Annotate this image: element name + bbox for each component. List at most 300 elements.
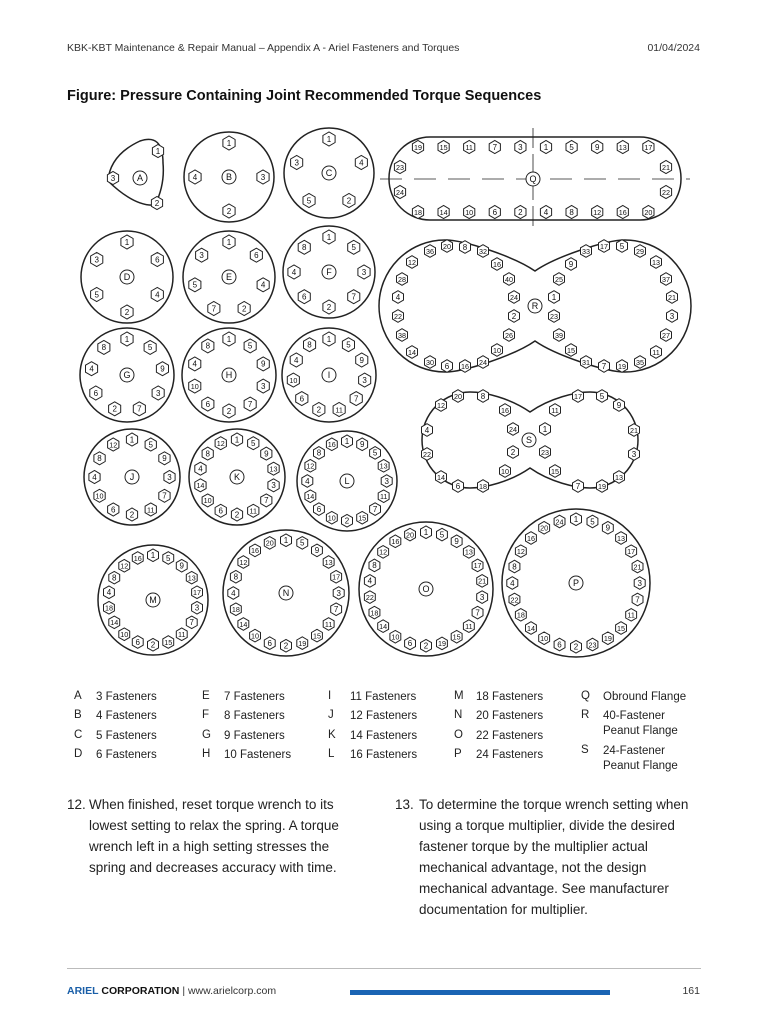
svg-text:11: 11	[465, 142, 473, 152]
svg-text:5: 5	[569, 142, 574, 152]
flange-letter: E	[225, 272, 233, 283]
legend-letter: F	[202, 709, 210, 721]
svg-text:13: 13	[269, 464, 278, 474]
svg-text:6: 6	[205, 399, 211, 409]
bolt-hex	[614, 399, 625, 412]
bolt-hex	[264, 637, 275, 650]
bolt-hex	[614, 471, 625, 484]
bolt-hex	[268, 462, 279, 475]
svg-text:11: 11	[551, 405, 559, 415]
flange-letter: S	[525, 435, 533, 446]
bolt-hex	[89, 471, 100, 484]
bolt-hex	[581, 245, 592, 258]
bolt-hex	[390, 535, 401, 548]
svg-text:24: 24	[479, 357, 487, 367]
legend-letter: L	[328, 748, 335, 760]
svg-text:21: 21	[668, 292, 676, 302]
legend-text: 8 Fasteners	[224, 710, 285, 722]
svg-text:8: 8	[569, 207, 574, 217]
legend-text: 20 Fasteners	[476, 710, 544, 722]
svg-text:1: 1	[326, 334, 332, 344]
bolt-hex	[121, 305, 133, 319]
bolt-hex	[599, 360, 610, 373]
svg-text:6: 6	[492, 207, 498, 217]
bolt-hex	[500, 404, 511, 417]
svg-text:2: 2	[518, 207, 523, 217]
svg-text:6: 6	[155, 255, 160, 265]
bolt-hex	[573, 480, 584, 493]
svg-text:4: 4	[543, 207, 549, 217]
svg-text:5: 5	[590, 517, 595, 527]
svg-text:5: 5	[251, 439, 256, 449]
svg-text:1: 1	[542, 424, 548, 434]
bolt-hex	[148, 549, 159, 562]
bolt-hex	[248, 437, 259, 450]
svg-text:6: 6	[135, 637, 140, 647]
step-text: When finished, reset torque wrench to its lowest setting to relax the spring. A torque wrench left in a high setting stresses the spring and decreases accuracy with time.	[89, 797, 339, 875]
step-12	[67, 794, 357, 878]
svg-text:7: 7	[475, 608, 480, 618]
legend-text: 3 Fasteners	[96, 691, 157, 703]
svg-text:2: 2	[510, 447, 516, 457]
bolt-hex	[660, 161, 671, 174]
bolt-hex	[540, 446, 551, 459]
bolt-hex	[159, 452, 170, 465]
bolt-hex	[393, 291, 404, 304]
bolt-hex	[451, 630, 462, 643]
svg-text:5: 5	[247, 341, 253, 351]
svg-text:7: 7	[264, 496, 269, 506]
bolt-hex	[477, 575, 488, 588]
bolt-hex	[326, 438, 337, 451]
svg-text:3: 3	[362, 375, 367, 385]
bolt-hex	[223, 404, 235, 418]
svg-text:9: 9	[162, 454, 167, 464]
svg-text:2: 2	[129, 510, 135, 520]
svg-text:36: 36	[426, 246, 434, 256]
bolt-hex	[370, 447, 381, 460]
bolt-hex	[98, 340, 110, 354]
flange-letter: H	[225, 370, 233, 381]
svg-text:21: 21	[633, 562, 642, 572]
bolt-hex	[453, 390, 464, 403]
flange-letter: B	[225, 172, 233, 183]
bolt-hex	[617, 206, 628, 219]
svg-text:1: 1	[234, 435, 240, 445]
flange-label-a	[133, 171, 147, 185]
svg-text:7: 7	[635, 595, 640, 605]
bolt-hex	[223, 332, 235, 346]
svg-text:7: 7	[247, 399, 253, 409]
bolt-hex	[119, 628, 130, 641]
bolt-hex	[305, 490, 316, 503]
legend-text: 11 Fasteners	[350, 691, 417, 703]
svg-text:5: 5	[372, 448, 378, 458]
flange-letter: I	[327, 370, 331, 381]
bolt-hex	[617, 240, 628, 253]
svg-text:5: 5	[94, 290, 99, 300]
legend-letter: N	[454, 709, 463, 721]
svg-text:12: 12	[216, 439, 225, 449]
svg-text:11: 11	[652, 347, 660, 357]
svg-text:14: 14	[408, 347, 416, 357]
bolt-hex	[228, 587, 239, 600]
svg-text:14: 14	[110, 618, 119, 628]
bolt-hex	[460, 241, 471, 254]
svg-text:1: 1	[551, 292, 557, 302]
bolt-hex	[453, 480, 464, 493]
bolt-hex	[500, 465, 511, 478]
bolt-hex	[566, 206, 577, 219]
bolt-hex	[515, 206, 526, 219]
bolt-hex	[94, 452, 105, 465]
svg-text:14: 14	[379, 621, 388, 631]
bolt-hex	[298, 290, 310, 304]
svg-text:17: 17	[644, 142, 653, 152]
legend-letter: R	[581, 709, 590, 721]
svg-text:3: 3	[261, 381, 266, 391]
bolt-hex	[616, 622, 627, 635]
bolt-hex	[539, 632, 550, 645]
flange-letter: F	[326, 267, 332, 278]
bolt-hex	[397, 273, 408, 286]
svg-text:6: 6	[111, 505, 116, 515]
svg-text:5: 5	[148, 440, 153, 450]
svg-text:9: 9	[616, 400, 622, 410]
bolt-hex	[412, 206, 423, 219]
svg-text:16: 16	[133, 553, 142, 563]
svg-text:17: 17	[473, 561, 482, 571]
bolt-hex	[364, 591, 375, 604]
svg-text:32: 32	[479, 246, 487, 256]
svg-text:20: 20	[540, 523, 549, 533]
bolt-hex	[425, 245, 436, 258]
bolt-hex	[342, 514, 353, 527]
svg-text:24: 24	[510, 292, 518, 302]
bolt-hex	[626, 609, 637, 622]
svg-text:15: 15	[358, 513, 367, 523]
svg-text:28: 28	[398, 274, 406, 284]
bolt-hex	[287, 373, 299, 387]
svg-text:1: 1	[155, 146, 161, 156]
svg-text:3: 3	[167, 472, 172, 482]
svg-text:18: 18	[370, 608, 379, 618]
svg-text:3: 3	[94, 255, 99, 265]
bolt-hex	[472, 606, 483, 619]
bolt-hex	[359, 373, 371, 387]
svg-text:15: 15	[439, 142, 448, 152]
svg-text:7: 7	[351, 292, 356, 302]
bolt-hex	[350, 392, 362, 406]
svg-text:8: 8	[205, 449, 210, 459]
svg-text:16: 16	[391, 537, 400, 547]
svg-text:14: 14	[306, 491, 315, 501]
svg-text:4: 4	[395, 292, 401, 302]
flange-label-s	[522, 433, 536, 447]
bolt-hex	[189, 379, 201, 393]
svg-text:19: 19	[618, 361, 626, 371]
svg-text:1: 1	[423, 528, 429, 538]
svg-text:8: 8	[233, 572, 239, 582]
svg-text:2: 2	[326, 302, 332, 312]
bolt-hex	[109, 402, 121, 416]
header-title: KBK-KBT Maintenance & Repair Manual – Appendix A - Ariel Fasteners and Torques	[67, 42, 460, 54]
bolt-hex	[509, 310, 520, 323]
svg-text:10: 10	[190, 381, 199, 391]
bolt-hex	[442, 360, 453, 373]
footer-separator: |	[179, 985, 188, 997]
bolt-hex	[507, 577, 518, 590]
svg-text:4: 4	[92, 472, 97, 482]
legend-item-l	[328, 748, 460, 763]
bolt-hex	[323, 300, 335, 314]
bolt-hex	[296, 392, 308, 406]
legend-text: 5 Fasteners	[96, 730, 157, 742]
flange-label-r	[528, 299, 542, 313]
bolt-hex	[635, 356, 646, 369]
bolt-hex	[549, 291, 560, 304]
bolt-hex	[348, 290, 360, 304]
svg-text:13: 13	[615, 472, 623, 482]
bolt-hex	[661, 273, 672, 286]
svg-text:10: 10	[289, 375, 298, 385]
svg-text:24: 24	[396, 187, 404, 197]
bolt-hex	[215, 437, 226, 450]
svg-text:18: 18	[414, 207, 422, 217]
svg-text:3: 3	[110, 173, 116, 183]
svg-text:19: 19	[298, 638, 307, 648]
legend-text: 18 Fasteners	[476, 691, 544, 703]
bolt-hex	[421, 526, 432, 539]
bolt-hex	[257, 357, 269, 371]
legend-letter: O	[454, 729, 463, 741]
legend-text: 4 Fasteners	[96, 710, 157, 722]
svg-text:13: 13	[379, 461, 388, 471]
bolt-hex	[550, 404, 561, 417]
legend-item-e	[202, 690, 334, 705]
bolt-hex	[163, 552, 174, 565]
bolt-hex	[492, 344, 503, 357]
bolt-hex	[397, 329, 408, 342]
bolt-hex	[223, 204, 235, 218]
legend-letter: Q	[581, 690, 590, 702]
legend-letter: J	[328, 709, 334, 721]
svg-text:8: 8	[101, 343, 107, 353]
svg-text:2: 2	[573, 642, 579, 652]
svg-text:11: 11	[335, 405, 343, 415]
bolt-hex	[550, 465, 561, 478]
bolt-hex	[250, 248, 262, 262]
svg-text:17: 17	[627, 546, 636, 556]
brand-name: ARIEL	[67, 985, 99, 997]
bolt-hex	[661, 329, 672, 342]
bolt-hex	[437, 637, 448, 650]
bolt-hex	[333, 403, 345, 417]
flange-label-k	[230, 470, 244, 484]
bolt-hex	[238, 302, 250, 316]
svg-text:7: 7	[492, 142, 498, 152]
bolt-hex	[290, 353, 302, 367]
svg-text:2: 2	[226, 206, 232, 216]
bolt-hex	[126, 433, 137, 446]
bolt-hex	[369, 559, 380, 572]
bolt-hex	[405, 637, 416, 650]
legend-item-d	[74, 748, 206, 763]
svg-text:16: 16	[327, 440, 336, 450]
svg-text:11: 11	[465, 621, 473, 631]
bolt-hex	[566, 258, 577, 271]
svg-text:37: 37	[662, 274, 670, 284]
bolt-hex	[478, 480, 489, 493]
bolt-hex	[189, 170, 201, 184]
bolt-hex	[571, 640, 582, 653]
svg-text:19: 19	[603, 633, 612, 643]
bolt-hex	[195, 462, 206, 475]
svg-text:14: 14	[239, 619, 248, 629]
svg-text:6: 6	[455, 481, 461, 491]
bolt-hex	[393, 310, 404, 323]
svg-text:12: 12	[306, 461, 315, 471]
svg-text:4: 4	[155, 290, 160, 300]
svg-text:14: 14	[437, 472, 445, 482]
svg-text:19: 19	[414, 142, 422, 152]
svg-text:3: 3	[637, 578, 642, 588]
bolt-hex	[244, 397, 256, 411]
bolt-hex	[202, 447, 213, 460]
bolt-hex	[152, 145, 163, 158]
bolt-hex	[144, 340, 156, 354]
svg-text:22: 22	[365, 592, 374, 602]
flange-label-n	[279, 586, 293, 600]
bolt-hex	[176, 628, 187, 641]
svg-text:6: 6	[267, 638, 272, 648]
bolt-hex	[108, 438, 119, 451]
bolt-hex	[566, 344, 577, 357]
bolt-hex	[151, 288, 163, 302]
bolt-hex	[587, 515, 598, 528]
svg-text:4: 4	[106, 588, 112, 598]
step-13	[395, 794, 705, 920]
bolt-hex	[436, 399, 447, 412]
svg-text:5: 5	[300, 538, 305, 548]
legend-item-m	[454, 690, 586, 705]
svg-text:8: 8	[462, 242, 468, 252]
bolt-hex	[288, 265, 300, 279]
svg-text:3: 3	[260, 172, 266, 182]
svg-text:9: 9	[179, 561, 184, 571]
bolt-hex	[121, 332, 133, 346]
svg-text:7: 7	[372, 504, 378, 514]
bolt-hex	[597, 390, 608, 403]
svg-text:12: 12	[120, 561, 129, 571]
bolt-hex	[176, 560, 187, 573]
svg-text:11: 11	[177, 630, 186, 640]
bolt-hex	[202, 397, 214, 411]
svg-text:2: 2	[234, 510, 240, 520]
bolt-hex	[508, 423, 519, 436]
bolt-hex	[378, 546, 389, 559]
bolt-hex	[602, 632, 613, 645]
bolt-hex	[489, 206, 500, 219]
bolt-hex	[635, 245, 646, 258]
bolt-hex	[133, 402, 145, 416]
legend-item-q	[581, 690, 699, 705]
bolt-hex	[667, 310, 678, 323]
legend-item-f	[202, 709, 334, 724]
bolt-hex	[478, 245, 489, 258]
svg-text:2: 2	[112, 404, 117, 414]
bolt-hex	[355, 156, 367, 170]
svg-text:23: 23	[396, 162, 404, 172]
legend-text: Obround Flange	[603, 691, 687, 703]
bolt-hex	[312, 544, 323, 557]
svg-text:15: 15	[567, 345, 575, 355]
svg-text:7: 7	[137, 404, 142, 414]
svg-text:2: 2	[226, 406, 232, 416]
svg-text:8: 8	[112, 573, 117, 583]
svg-text:1: 1	[124, 334, 130, 344]
bolt-hex	[478, 356, 489, 369]
bolt-hex	[554, 515, 565, 528]
legend-letter: K	[328, 729, 336, 741]
legend-text: 40-Fastener Peanut Flange	[603, 710, 678, 737]
svg-text:9: 9	[359, 440, 365, 450]
svg-text:14: 14	[526, 623, 535, 633]
footer-url[interactable]: www.arielcorp.com	[187, 985, 277, 997]
bolt-hex	[192, 586, 203, 599]
legend-item-k	[328, 729, 460, 744]
svg-text:20: 20	[265, 538, 274, 548]
bolt-hex	[643, 141, 654, 154]
legend-text: 24 Fasteners	[476, 749, 544, 761]
bolt-hex	[91, 253, 103, 267]
legend-item-g	[202, 729, 334, 744]
bolt-hex	[407, 346, 418, 359]
bolt-hex	[394, 186, 405, 199]
bolt-hex	[438, 141, 449, 154]
flange-letter: P	[572, 578, 580, 589]
bolt-hex	[472, 559, 483, 572]
bolt-hex	[132, 552, 143, 565]
torque-sequence-diagram	[0, 120, 768, 680]
bolt-hex	[407, 256, 418, 269]
svg-text:6: 6	[444, 361, 450, 371]
svg-text:4: 4	[294, 355, 299, 365]
svg-text:11: 11	[147, 505, 155, 515]
svg-text:17: 17	[332, 572, 341, 582]
svg-text:13: 13	[652, 257, 660, 267]
svg-text:22: 22	[423, 449, 431, 459]
bolt-hex	[261, 447, 272, 460]
svg-text:6: 6	[254, 250, 259, 260]
svg-text:15: 15	[617, 623, 626, 633]
bolt-hex	[196, 248, 208, 262]
bolt-hex	[159, 489, 170, 502]
svg-text:12: 12	[408, 257, 416, 267]
svg-text:9: 9	[314, 546, 320, 556]
bolt-hex	[425, 356, 436, 369]
legend-item-p	[454, 748, 586, 763]
svg-text:23: 23	[541, 447, 549, 457]
bolt-hex	[189, 278, 201, 292]
svg-text:12: 12	[239, 557, 248, 567]
svg-text:5: 5	[599, 391, 605, 401]
flange-letter: R	[531, 301, 539, 312]
bolt-hex	[109, 616, 120, 629]
bolt-hex	[119, 560, 130, 573]
brand-corporation: CORPORATION	[101, 985, 180, 997]
bolt-hex	[504, 273, 515, 286]
